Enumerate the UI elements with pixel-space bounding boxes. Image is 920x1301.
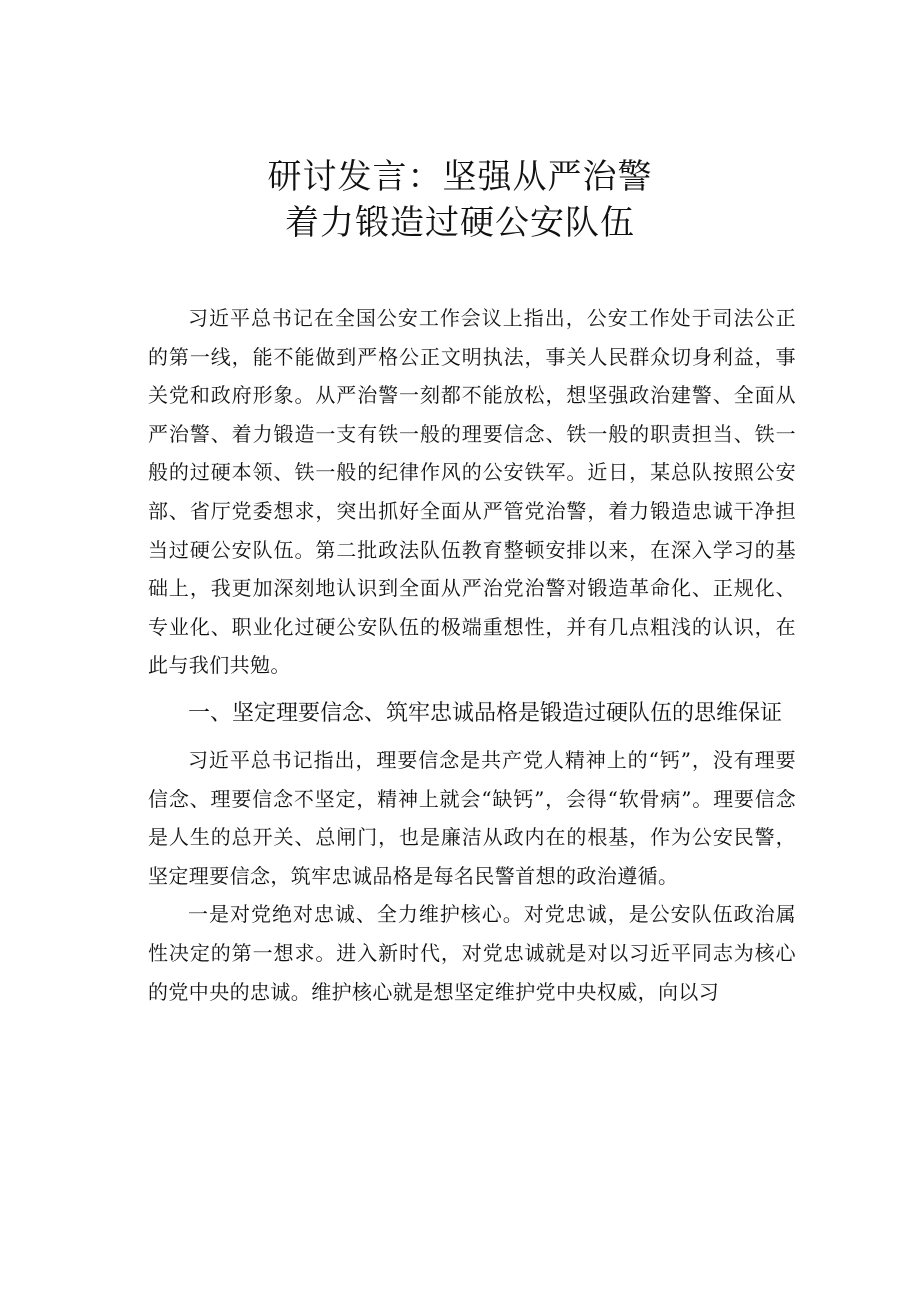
intro-paragraph: 习近平总书记在全国公安工作会议上指出，公安工作处于司法公正的第一线，能不能做到严格公正文明执法，事关人民群众切身利益，事关党和政府形象。从严治警一刻都不能放松，想坚强政治建警、全面从严治警、着力锻造一支有铁一般的理要信念、铁一般的职责担当、铁一般的过硬本领、铁一般的纪律作风的公安铁军。近日，某总队按照公安部、省厅党委想求，突出抓好全面从严管党治警，着力锻造忠诚干净担当过硬公安队伍。第二批政法队伍教育整顿安排以来，在深入学习的基础上，我更加深刻地认识到全面从严治党治警对锻造革命化、正规化、专业化、职业化过硬公安队伍的极端重想性，并有几点粗浅的认识，在此与我们共勉。 bbox=[148, 306, 796, 678]
title-line-1: 研讨发言：坚强从严治警 bbox=[267, 157, 653, 197]
document-body bbox=[148, 299, 796, 1011]
section-1-paragraph-2: 一是对党绝对忠诚、全力维护核心。对党忠诚，是公安队伍政治属性决定的第一想求。进入新时代，对党忠诚就是对以习近平同志为核心的党中央的忠诚。维护核心就是想坚定维护党中央权威，向以习 bbox=[148, 902, 796, 1004]
section-heading-1: 一、坚定理要信念、筑牢忠诚品格是锻造过硬队伍的思维保证 bbox=[188, 700, 783, 726]
title-line-2: 着力锻造过硬公安队伍 bbox=[285, 203, 635, 243]
document-title bbox=[0, 154, 920, 246]
section-1-paragraph-1: 习近平总书记指出，理要信念是共产党人精神上的“钙”，没有理要信念、理要信念不坚定，精神上就会“缺钙”，会得“软骨病”。理要信念是人生的总开关、总闸门，也是廉洁从政内在的根基，作为公安民警，坚定理要信念，筑牢忠诚品格是每名民警首想的政治遵循。 bbox=[148, 747, 796, 888]
